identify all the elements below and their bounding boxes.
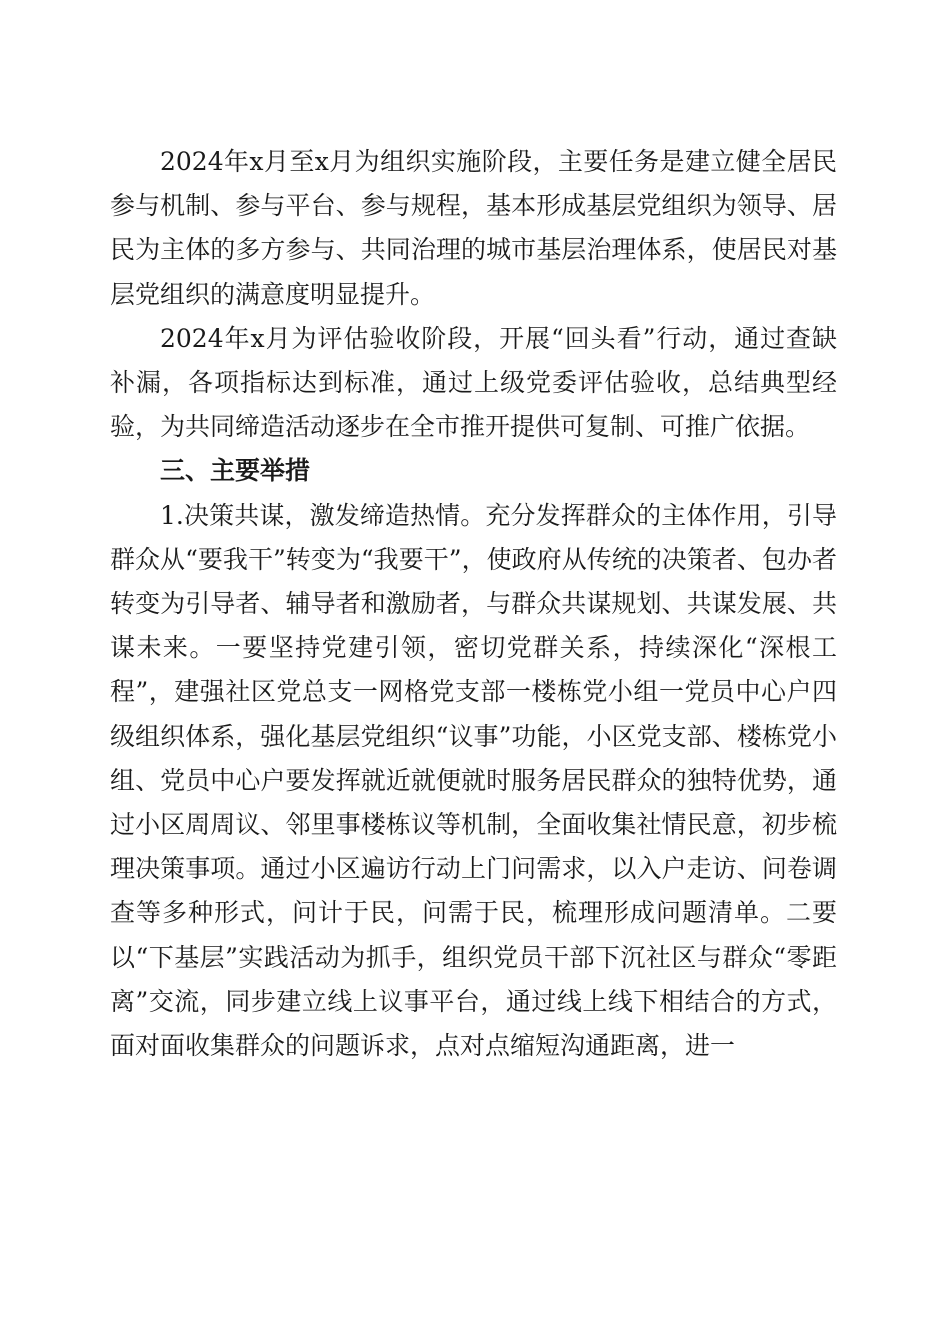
paragraph-implementation-stage: 2024年x月至x月为组织实施阶段，主要任务是建立健全居民参与机制、参与平台、参与规程，基本形成基层党组织为领导、居民为主体的多方参与、共同治理的城市基层治理体系，使居民对基层党组织的满意度明显提升。 — [110, 147, 837, 309]
paragraph-measure-1: 1.决策共谋，激发缔造热情。充分发挥群众的主体作用，引导群众从“要我干”转变为“我要干”，使政府从传统的决策者、包办者转变为引导者、辅导者和激励者，与群众共谋规划、共谋发展、共谋未来。一要坚持党建引领，密切党群关系，持续深化“深根工程”，建强社区党总支一网格党支部一楼栋党小组一党员中心户四级组织体系，强化基层党组织“议事”功能，小区党支部、楼栋党小组、党员中心户要发挥就近就便就时服务居民群众的独特优势，通过小区周周议、邻里事楼栋议等机制，全面收集社情民意，初步梳理决策事项。通过小区遍访行动上门问需求，以入户走访、问卷调查等多种形式，问计于民，问需于民，梳理形成问题清单。二要以“下基层”实践活动为抓手，组织党员干部下沉社区与群众“零距离”交流，同步建立线上议事平台，通过线上线下相结合的方式，面对面收集群众的问题诉求，点对点缩短沟通距离，进一 — [110, 500, 837, 1061]
section-heading: 三、主要举措 — [160, 456, 311, 486]
paragraph-evaluation-stage: 2024年x月为评估验收阶段，开展“回头看”行动，通过查缺补漏，各项指标达到标准，通过上级党委评估验收，总结典型经验，为共同缔造活动逐步在全市推开提供可复制、可推广依据。 — [110, 323, 837, 442]
document-page — [110, 140, 837, 1068]
